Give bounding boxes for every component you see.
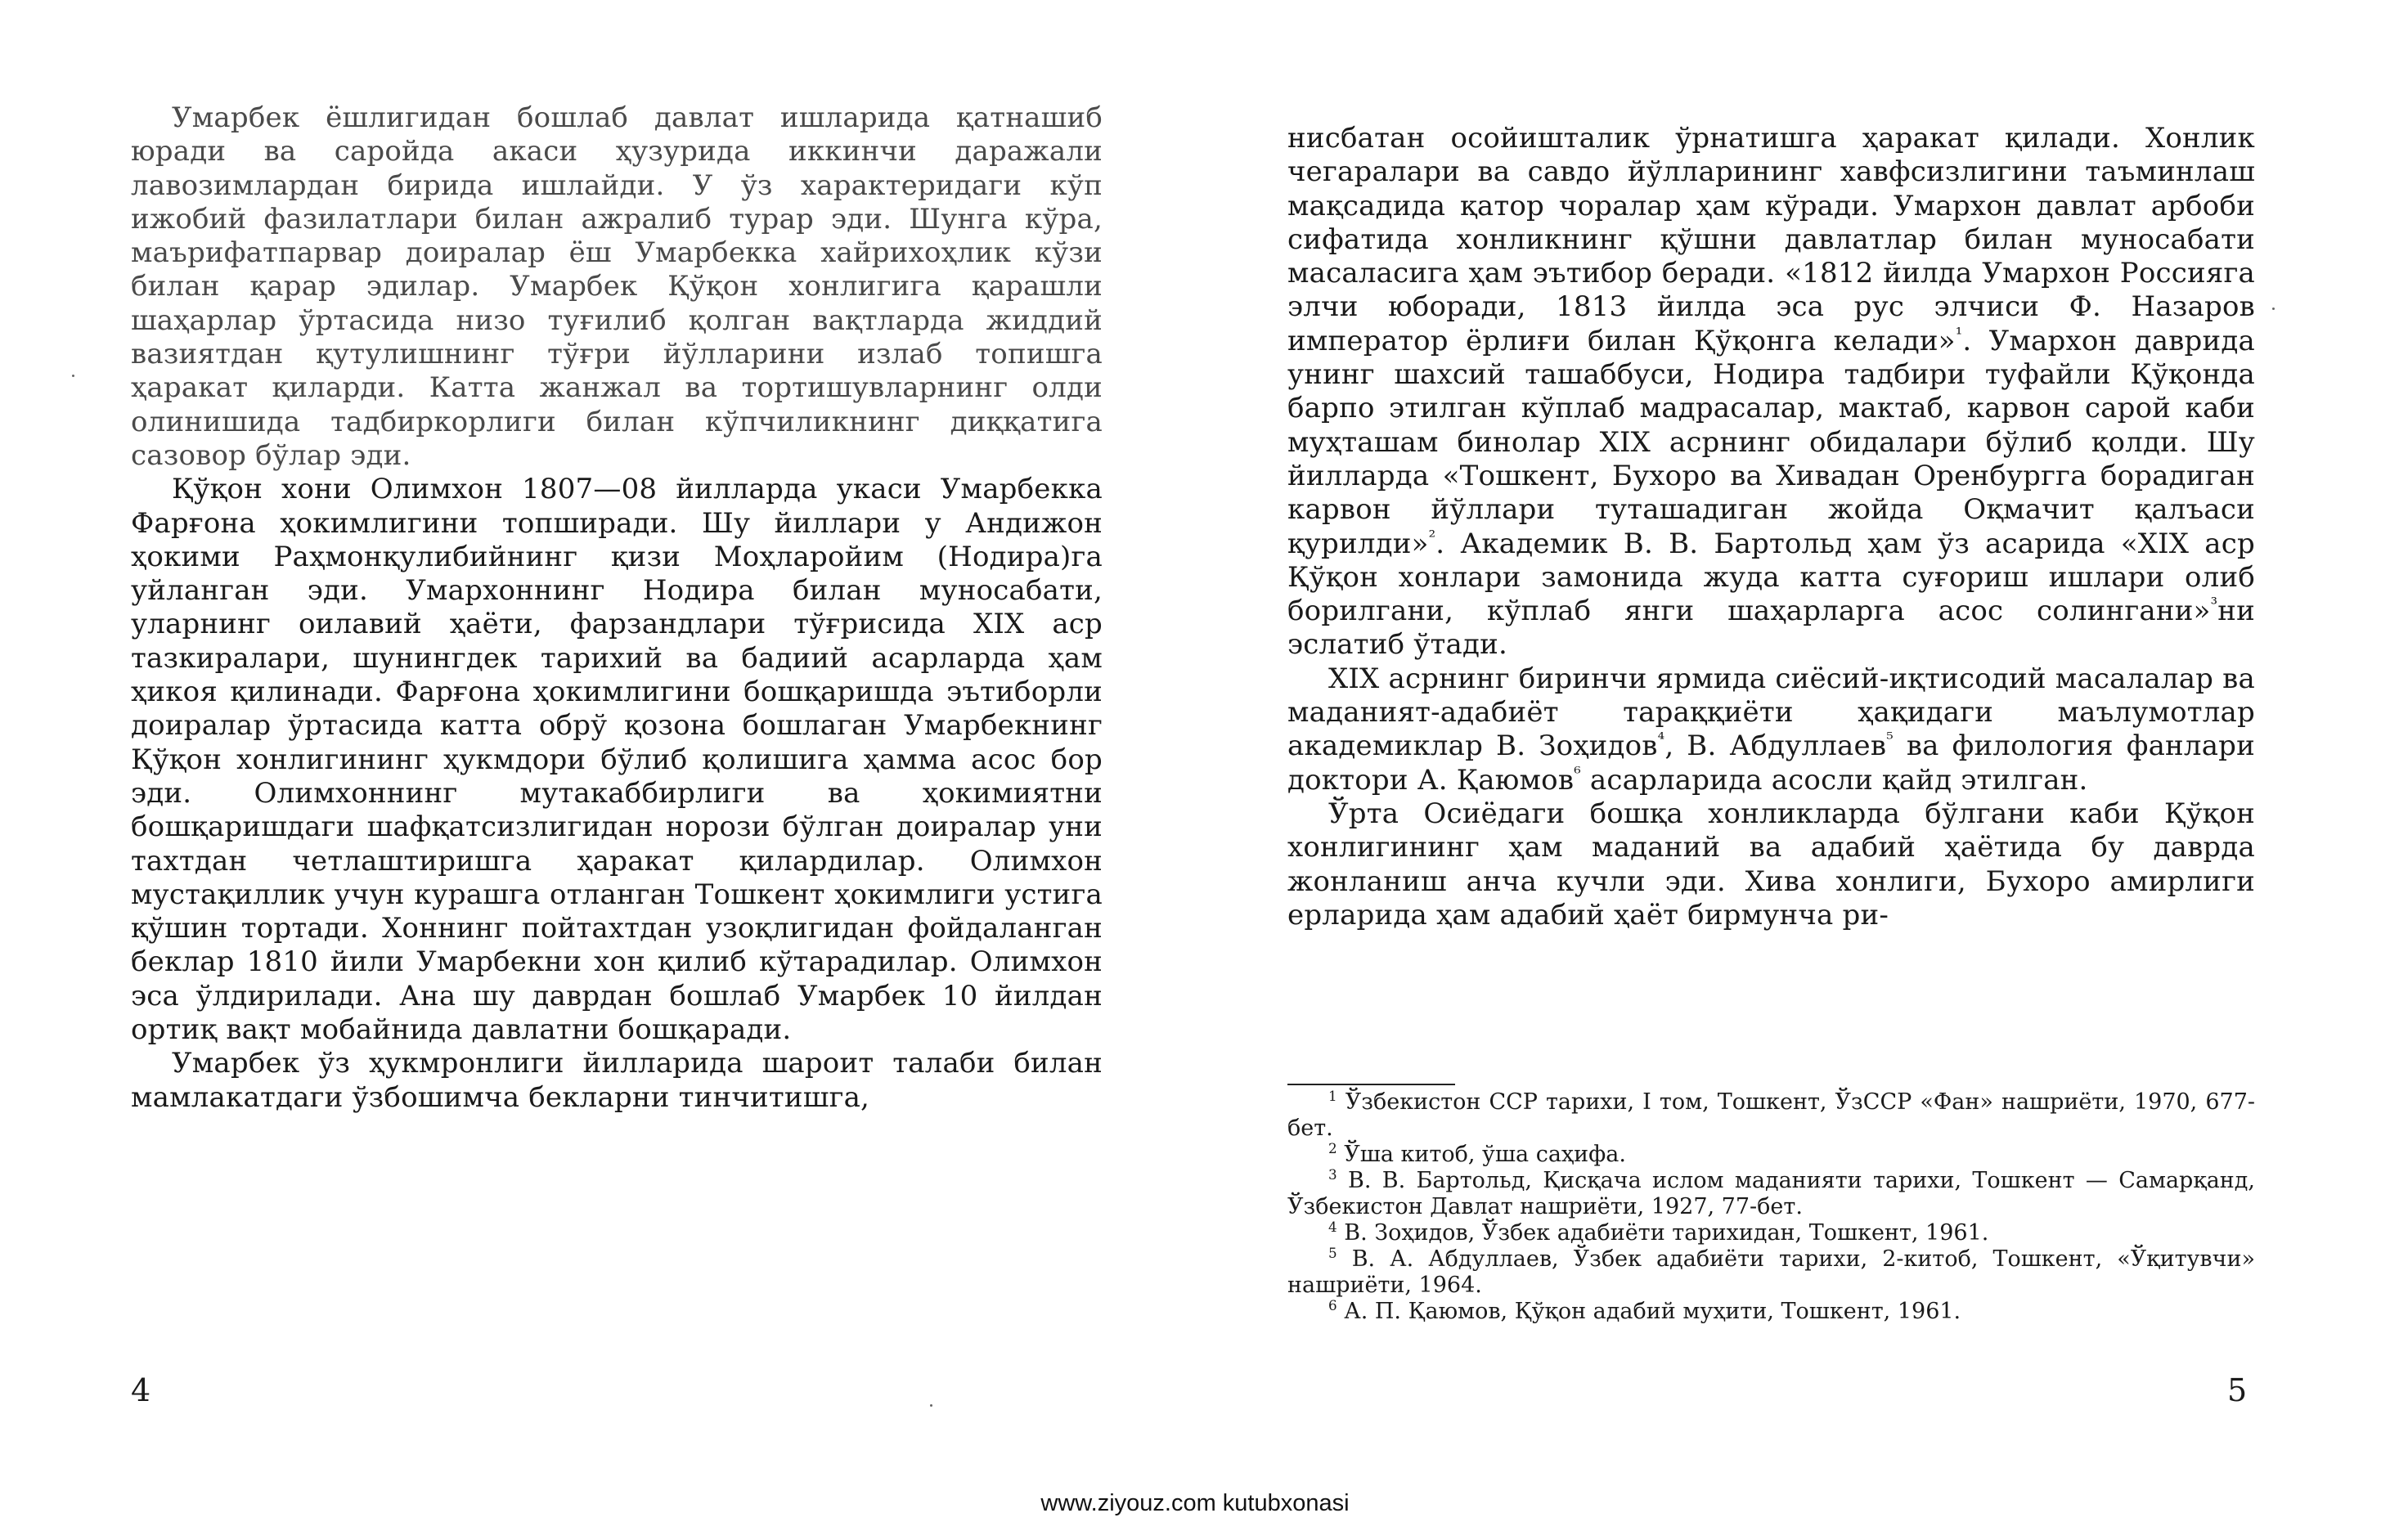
footnote-divider [1287,1084,1455,1085]
text-run: ва филология фанлари доктори А. Қаюмов [1287,730,2255,797]
text-run: XIX асрнинг биринчи ярмида сиёсий-иқтисодий масалалар ва маданият-адабиёт тараққиёти ҳақидаги маълумотлар академиклар В. Зоҳидов [1287,662,2255,763]
footnote-text: Ўзбекистон ССР тарихи, I том, Тошкент, ЎзССР «Фан» нашриёти, 1970, 677-бет. [1287,1089,2255,1141]
footnote-text: В. В. Бартольд, Қисқача ислом маданияти тарихи, Тошкент — Самарқанд, Ўзбекистон Давлат нашриёти, 1927, 77-бет. [1287,1168,2255,1219]
footnote [1287,1142,2255,1168]
footnote-text: В. Зоҳидов, Ўзбек адабиёти тарихидан, Тошкент, 1961. [1344,1220,1989,1246]
footnote-text: В. А. Абдуллаев, Ўзбек адабиёти тарихи, 2-китоб, Тошкент, «Ўқитувчи» нашриёти, 1964. [1287,1246,2255,1298]
footnote-mark: 2 [1328,1140,1337,1156]
footnotes [1287,1089,2255,1325]
scan-speck [2272,308,2275,310]
footnote-mark: 4 [1328,1219,1337,1235]
right-page [1195,0,2390,1540]
page-number: 5 [2227,1372,2248,1408]
text-run: нисбатан осойишталик ўрнатишга ҳаракат қилади. Хонлик чегаралари ва савдо йўлларининг хавфсизлигини таъминлаш мақсадида қатор чоралар ҳам кўради. Умархон давлат арбоби сифатида хонликнинг қўшни давлатлар билан муносабати масаласига ҳам эътибор беради. «1812 йилда Умархон Россияга элчи юборади, 1813 йилда эса рус элчиси Ф. Назаров император ёрлиғи билан Қўқонга келади» [1287,122,2255,357]
paragraph: Қўқон хони Олимхон 1807—08 йилларда укаси Умарбекка Фарғона ҳокимлигини топширади. Шу йиллари у Андижон ҳокими Раҳмонқулибийнинг қизи Моҳларойим (Нодира)га уйланган эди. Умархоннинг Нодира билан муносабати, уларнинг оилавий ҳаёти, фарзандлари тўғрисида XIX аср тазкиралари, шунингдек тарихий ва бадиий асарларда ҳам ҳикоя қилинади. Фарғона ҳокимлигини бошқаришда эътиборли доиралар ўртасида катта обрў қозона бошлаган Умарбекнинг Қўқон хонлигининг ҳукмдори бўлиб қолишига ҳамма асос бор эди. Олимхоннинг мутакаббирлиги ва ҳокимиятни бошқаришдаги шафқатсизлигидан норози бўлган доиралар уни тахтдан четлаштиришга ҳаракат қилардилар. Олимхон мустақиллик учун курашга отланган Тошкент ҳокимлиги устига қўшин тортади. Хоннинг пойтахтдан узоқлигидан фойдаланган беклар 1810 йили Умарбекни хон қилиб кўтарадилар. Олимхон эса ўлдирилади. Ана шу даврдан бошлаб Умарбек 10 йилдан ортиқ вақт мобайнида давлатни бошқаради. [131,473,1103,1047]
footnote [1287,1299,2255,1325]
watermark: www.ziyouz.com kutubxonasi [1040,1490,1350,1516]
paragraph [1287,662,2255,797]
footnote-mark: 6 [1328,1297,1337,1313]
page-number: 4 [131,1372,151,1408]
footnote-ref: ⁶ [1574,762,1581,783]
text-run: ни эслатиб ўтади. [1287,595,2255,662]
footnote-mark: 5 [1328,1245,1337,1261]
footnote [1287,1089,2255,1142]
footnote-text: Ўша китоб, ўша саҳифа. [1344,1142,1626,1167]
footnote-text: А. П. Қаюмов, Қўқон адабий муҳити, Тошкент, 1961. [1344,1299,1961,1324]
footnote-ref: ⁵ [1886,729,1894,750]
footnote [1287,1246,2255,1299]
footnote-mark: 3 [1328,1166,1337,1183]
scan-speck [930,1404,932,1407]
footnote-ref: ³ [2210,593,2218,614]
text-run: , В. Абдуллаев [1664,730,1887,763]
footnote [1287,1168,2255,1220]
footnote-ref: ⁴ [1657,729,1665,750]
scan-speck [72,375,74,377]
footnote-ref: ¹ [1955,323,1963,344]
footnote [1287,1220,2255,1246]
paragraph [1287,122,2255,662]
right-page-body [1287,122,2255,932]
footnote-ref: ² [1428,526,1436,547]
text-run: . Умархон даврида унинг шахсий ташаббуси, Нодира тадбири туфайли Қўқонда барпо этилган кўплаб мадрасалар, мактаб, карвон сарой каби муҳташам бинолар XIX асрнинг обидалари бўлиб қолди. Шу йилларда «Тошкент, Бухоро ва Хивадан Оренбургга борадиган карвон йўллари туташадиган жойда Оқмачит қалъаси қурилди» [1287,324,2255,560]
text-run: . Академик В. В. Бартольд ҳам ўз асарида «XIX аср Қўқон хонлари замонида жуда катта суғориш ишлари олиб борилгани, кўплаб янги шаҳарларга асос солингани» [1287,527,2255,628]
paragraph: Умарбек ўз ҳукмронлиги йилларида шароит талаби билан мамлакатдаги ўзбошимча бекларни тинчитишга, [131,1047,1103,1114]
footnote-mark: 1 [1328,1088,1337,1104]
left-page-body [131,101,1103,1115]
text-run: асарларида асосли қайд этилган. [1580,763,2088,797]
paragraph: Ўрта Осиёдаги бошқа хонликларда бўлгани каби Қўқон хонлигининг ҳам маданий ва адабий ҳаётида бу даврда жонланиш анча кучли эди. Хива хонлиги, Бухоро амирлиги ерларида ҳам адабий ҳаёт бирмунча ри- [1287,797,2255,932]
paragraph: Умарбек ёшлигидан бошлаб давлат ишларида қатнашиб юради ва саройда акаси ҳузурида иккинчи даражали лавозимлардан бирида ишлайди. У ўз характеридаги кўп ижобий фазилатлари билан ажралиб турар эди. Шунга кўра, маърифатпарвар доиралар ёш Умарбекка хайрихоҳлик кўзи билан қарар эдилар. Умарбек Қўқон хонлигига қарашли шаҳарлар ўртасида низо туғилиб қолган вақтларда жиддий вазиятдан қутулишнинг тўғри йўлларини излаб топишга ҳаракат қиларди. Катта жанжал ва тортишувларнинг олди олинишида тадбиркорлиги билан кўпчиликнинг диққатига сазовор бўлар эди. [131,101,1103,472]
